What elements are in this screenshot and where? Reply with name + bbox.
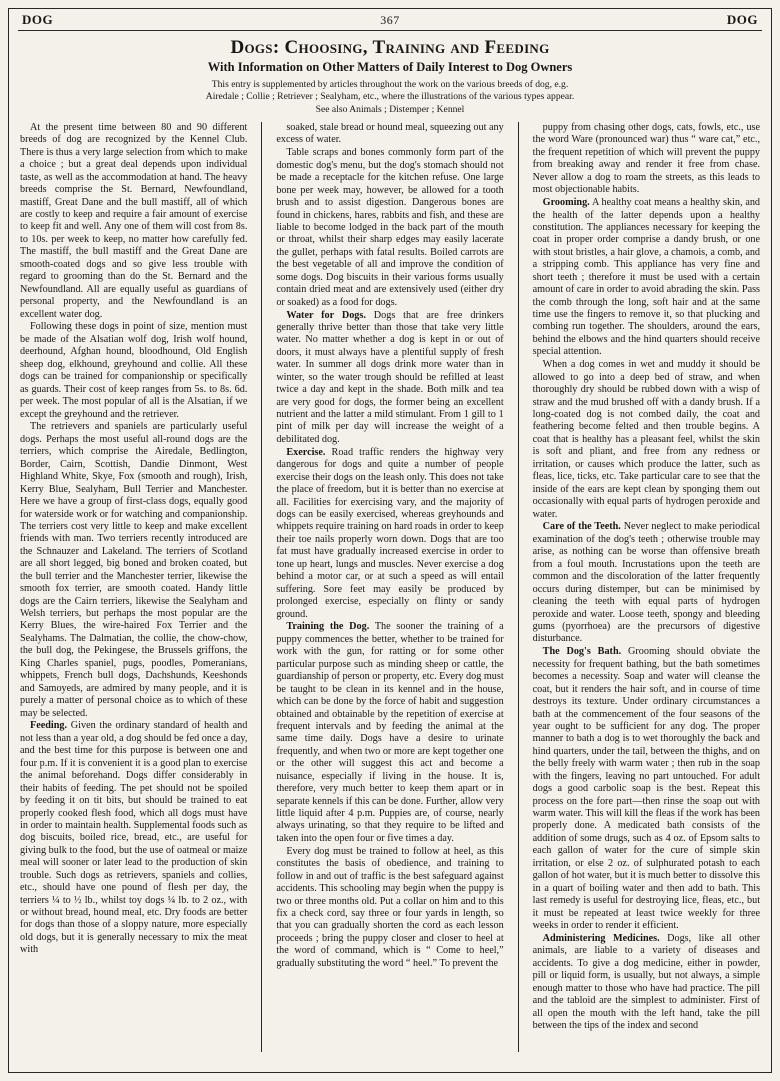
paragraph-text: Table scraps and bones commonly form part of the domestic dog's menu, but the dog's stomach should not be made a receptacle for the kitchen refuse. One large bone per week may, however, be allowed for a tooth brush and to assist digestion. Dangerous bones are found in chickens, hares, rabbits and fish, and these are liable to become lodged in the back part of the mouth or throat, whilst their sharp edges may easily lacerate the gullet, perhaps with fatal results. Boiled carrots are the best vegetable of all and improve the condition of some dogs. Dog biscuits in their various forms usually contain dried meat and are extensively used (either dry or soaked) as a food for dogs. [276, 147, 504, 308]
running-head-left: DOG [22, 12, 54, 27]
paragraph-text: Road traffic renders the highway very dangerous for dogs and quite a number of people exercise their dogs on the leash only. This does not take the place of freedom, but it is better than no exercise at all. Facilities for exercising vary, and the majority of dogs can be easily exercised, whereas greyhounds and whippets require training on hard roads in order to keep their toe nails properly worn down. Dogs that are too fat must have gradually increased exercise in order to tone up heart, lungs and muscles. Never exercise a dog behind a motor car, or at such a speed as will entail suffering. Sore feet may easily be produced by prolonged exercise, especially on flinty or sandy ground. [276, 446, 504, 620]
paragraph-medicines [533, 933, 760, 1033]
article-columns [14, 119, 766, 1052]
running-head-right: DOG [726, 12, 758, 27]
paragraph-text: The retrievers and spaniels are particularly useful dogs. Perhaps the most useful all-round dogs are the terriers, which comprise the Airedale, Bedlington, Border, Cairn, Scottish, Dandie Dinmont, West Highland White, Skye, Fox (smooth and rough), Irish, Kerry Blue, Sealyham, Bull Terrier and Manchester. Here we have a group of first-class dogs, equally good for waterside work or for watching and companionship. The terriers cost very little to keep and make excellent friends with man. Two terriers recently introduced are the Schnauzer and Lakeland. The terriers of Scotland are all short legged, big boned and broken coated, but the bull terrier and the Manchester terrier, likewise the smooth fox terrier, are smooth coated. Handy little dogs are the Cairn terriers, likewise the Sealyham and Welsh terriers, but perhaps the most popular are the Kerry Blues, the wire-haired Fox Terrier and the Sealyhams. The Dalmatian, the collie, the chow-chow, the bull dog, the Pekingese, the Brussels griffons, the King Charles spaniel, pugs, poodles, Pomeranians, whippets, French bull dogs, Dachshunds, Keeshonds and Samoyeds, are admired by many people, and it is purely a matter of personal choice as to which of these may be selected. [20, 421, 248, 719]
paragraph-text: A healthy coat means a healthy skin, and the health of the latter depends upon a healthy constitution. The appliances necessary for keeping the coat in proper order comprise a dandy brush, or one with stout bristles, a hair glove, a chamois, a comb, and a stripping comb. This appliance has very fine and short teeth ; therefore it must be used with a certain amount of care in order to avoid abrading the skin. Pass the comb through the long, soft hair and at the same time use the fingers to remove it, so that plucking and combing run together. The shoulders, around the ears, behind the elbows and the hind quarters should receive special attention. [532, 197, 761, 358]
paragraph-text: Never neglect to make periodical examination of the dog's teeth ; otherwise trouble may arise, as nothing can be worse than offensive breath from a foul mouth. Incrustations upon the teeth are common and the discoloration of the latter frequently occurs during distemper, but can be minimised by cleaning the teeth with equal parts of hydrogen peroxide and water. Loose teeth, spongy and bleeding gums (pyorrhoea) are the precursors of digestive disturbance. [532, 521, 761, 645]
paragraph [276, 846, 503, 970]
paragraph-text: Given the ordinary standard of health and not less than a year old, a dog should be fed once a day, and the best time for this purpose is between one and four p.m. If it is convenient it is a good plan to exercise the animal beforehand. Dogs differ considerably in their habits of feeding. The pet should not be spoiled by feeding it on tit bits, but should be trained to eat properly cooked flesh food, which all dogs must have in order to maintain health. Supplemental foods such as dog biscuits, boiled rice, bread, etc., are useful for giving bulk to the food, but the use of oatmeal or maize meal will sooner or later lead to the production of skin trouble. Such dogs as retrievers, spaniels and collies, etc., should have one pound of flesh per day, the terriers ¼ to ½ lb., whilst toy dogs ¼ lb. to 2 oz., with or without bread, hound meal, etc. Dry foods are better for dogs than those of a sloppy nature, more especially old dogs, but it is generally necessary to mix the meat with [20, 720, 248, 956]
paragraph-training [276, 621, 503, 845]
column-2 [276, 122, 503, 971]
paragraph-teeth [533, 521, 760, 645]
page-subtitle: With Information on Other Matters of Daily Interest to Dog Owners [207, 60, 573, 74]
column-1 [20, 122, 247, 957]
paragraph-text: Grooming should obviate the necessity for frequent bathing, but the bath sometimes becomes a necessity. Soap and water will cleanse the coat, but it renders the hair soft, and in course of time destroys its texture. Under ordinary circumstances a bath at the commencement of the four seasons of the year ought to be sufficient for any dog. The proper manner to bath a dog is to wet thoroughly the back and hind quarters, under the tail, between the thighs, and on the belly freely with warm water ; then rub in the soap with the fingers, leaving no part untouched. For adult dogs a good carbolic soap is the best. Repeat this process on the fore part—then rinse the soap out with warm water. This will kill the fleas if the work has been properly done. A medicated bath consists of the addition of some drugs, such as 4 oz. of Epsom salts to each gallon of water for the cure of simple skin irritation, or else 2 oz. of sulphurated potash to each gallon of hot water, but it is much better to dissolve this in a quart of boiling water and then add to bath. This last remedy is useful for destroying lice, fleas, etc., but it must be repeated at least twice weekly for three weeks in order to render it efficient. [532, 646, 761, 931]
column-divider [518, 122, 519, 1052]
page-number: 367 [380, 13, 400, 27]
running-head [14, 10, 766, 29]
paragraph-text: Dogs, like all other animals, are liable to a variety of diseases and accidents. To give a dog medicine, either in powder, pill or liquid form, is usually, but not always, a simple enough matter to those who have had practice. The pill and the tabloid are the simplest to administer. First of all open the mouth with the left hand, take the pill between the tips of the index and second [532, 932, 761, 1031]
cross-reference-note-line-2: Airedale ; Collie ; Retriever ; Sealyham, etc., where the illustrations of the various types appear. [205, 90, 575, 102]
column-3 [533, 122, 760, 1033]
header-divider [18, 30, 762, 31]
paragraph [533, 122, 760, 197]
section-heading-administering-medicines: Administering Medicines. [542, 932, 660, 944]
paragraph-bath [533, 646, 760, 932]
paragraph-text: The sooner the training of a puppy commences the better, whether to be trained for work with the gun, for ratting or for some other particular purpose such as minding sheep or cattle, the guardianship of person or property, etc. Every dog must be taught to be clean in its kennel and in the house, which can be done by the force of habit and suggestion obtained and obtainable by the repetition of exercise at frequent intervals and by feeding the animal at the same time daily. Dogs have a desire to urinate frequently, and when two or more are kept together one or the other will suggest this act and become a nuisance, especially if living in the house. It is, therefore, very much better to keep them apart or in separate kennels if this can be done. Further, allow very little liquid after 4 p.m. Puppies are, of course, nearly always urinating, so that they require to be lifted and taken into the open four or five times a day. [276, 621, 504, 844]
section-heading-water-for-dogs: Water for Dogs. [286, 309, 366, 321]
paragraph-grooming [533, 197, 760, 359]
paragraph-water [276, 310, 503, 447]
column-divider [261, 122, 262, 1052]
paragraph [20, 421, 247, 720]
paragraph-feeding [20, 720, 247, 956]
cross-reference-note-line-1: This entry is supplemented by articles throughout the work on the various breeds of dog, e.g. [211, 79, 569, 90]
paragraph-text: Dogs that are free drinkers generally thrive better than those that take very little water. No matter whether a dog is kept in or out of doors, it must always have a plentiful supply of fresh water. In summer all dogs drink more water than in winter, so the water trough should be refilled at least twice a day and kept in the shade. Both milk and tea are very good for dogs, the former being an excellent nutrient and the latter a mild stimulant. From 1 gill to 1 pint of milk per day will increase the weight of a debilitated dog. [276, 309, 504, 445]
paragraph-text: When a dog comes in wet and muddy it should be allowed to go into a deep bed of straw, and when thoroughly dry should be rubbed down with a wisp of straw and the mud brushed off with a dandy brush. If a long-coated dog is not combed daily, the coat and feathering become felted and then trouble begins. A coat that is healthy has a pleasant feel, whilst the skin is soft and pliant, and free from any redness or irritation, or causes which produce the latter, such as fleas, lice, ticks, etc. Take particular care to see that the inside of the ears are kept clean by sponging them out occasionally with equal parts of hydrogen peroxide and water. [532, 359, 761, 520]
section-heading-feeding: Feeding. [30, 720, 68, 732]
paragraph [533, 359, 760, 521]
section-heading-the-dogs-bath: The Dog's Bath. [542, 646, 622, 658]
section-heading-grooming: Grooming. [542, 197, 590, 209]
paragraph-text: soaked, stale bread or hound meal, squeezing out any excess of water. [276, 121, 504, 146]
section-heading-training-the-dog: Training the Dog. [286, 621, 370, 633]
section-heading-exercise: Exercise. [286, 446, 326, 458]
paragraph-text: Following these dogs in point of size, mention must be made of the Alsatian wolf dog, Irish wolf hound, deerhound, Afghan hound, bloodhound, Old English sheep dog, elkhound, greyhound and collie. All these dogs can be trained for companionship or specifically as guards. Their cost of keep ranges from 5s. to 8s. 6d. per week. The most popular of all is the Alsatian, if we except the greyhound and the retriever. [20, 321, 248, 420]
page-title: Dogs: Choosing, Training and Feeding [230, 37, 550, 58]
paragraph [276, 147, 503, 309]
paragraph [20, 321, 247, 421]
title-block [14, 37, 766, 115]
paragraph [276, 122, 503, 147]
paragraph-text: Every dog must be trained to follow at heel, as this constitutes the basis of obedience, and training to follow in and out of traffic is the best safeguard against accidents. This schooling may begin when the puppy is two or three months old. Put a collar on him and to this fix a check cord, say three or four yards in length, so that you can gradually shorten the cord as each lesson proceeds ; bring the puppy closer and closer to heel at the word of command, which is “ Come to heel,” gradually substituting the word “ heel.” To prevent the [276, 845, 504, 969]
see-also-line: See also Animals ; Distemper ; Kennel [315, 103, 465, 115]
section-heading-care-of-the-teeth: Care of the Teeth. [542, 521, 621, 533]
paragraph-text: puppy from chasing other dogs, cats, fowls, etc., use the word Ware (pronounced war) thus “ ware cat,” etc., the frequent repetition of which will prevent the puppy from breaking away and render it free from chase. Never allow a dog to roam the streets, as this leads to most objectionable habits. [532, 121, 761, 196]
paragraph-exercise [276, 447, 503, 621]
paragraph-text: At the present time between 80 and 90 different breeds of dog are recognized by the Kennel Club. There is thus a very large selection from which to make a choice ; but a great deal depends upon individual taste, as well as the accommodation at hand. The heavy breeds comprise the St. Bernard, Newfoundland, mastiff, Great Dane and the bull mastiff, all of which are costly to keep and require a fair amount of exercise to keep fit and well. Any one of them will cost from 8s. to 10s. per week to keep, no matter how carefully fed. The mastiff, the bull mastiff and the Great Dane are smooth-coated dogs and so give less trouble with regard to grooming than do the St. Bernard and the Newfoundland. All are equally useful as guardians of personal property, and the Newfoundland is an excellent water dog. [20, 121, 248, 320]
paragraph [20, 122, 247, 321]
